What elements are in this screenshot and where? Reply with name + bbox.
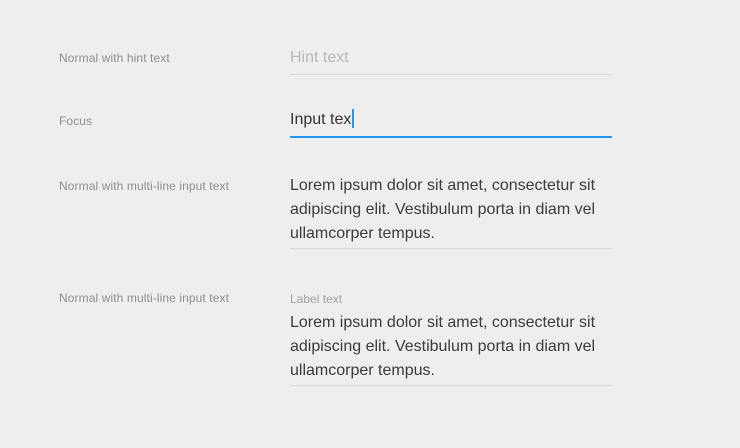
text-field-focused[interactable] <box>290 109 612 139</box>
multiline-text-line: adipiscing elit. Vestibulum porta in diam vel <box>290 201 596 218</box>
field-underline <box>290 248 612 249</box>
multiline-text-line: ullamcorper tempus. <box>290 225 435 242</box>
multiline-text <box>290 174 595 246</box>
text-cursor-icon <box>352 109 354 128</box>
multiline-text-line: adipiscing elit. Vestibulum porta in diam vel <box>290 338 596 355</box>
input-value <box>290 109 354 131</box>
row-label-multiline: Normal with multi-line input text <box>59 179 230 193</box>
multiline-text-line: ullamcorper tempus. <box>290 362 435 379</box>
multiline-text <box>290 311 595 383</box>
hint-text: Hint text <box>290 49 349 66</box>
field-underline-focused <box>290 136 612 138</box>
text-field-hint[interactable] <box>290 47 612 76</box>
floating-label: Label text <box>290 292 343 306</box>
input-value-text: Input tex <box>290 111 352 128</box>
multiline-text-line: Lorem ipsum dolor sit amet, consectetur sit <box>290 177 596 194</box>
text-field-multiline[interactable] <box>290 174 612 249</box>
row-label-focus: Focus <box>59 114 93 128</box>
text-field-multiline-labeled[interactable] <box>290 292 612 386</box>
multiline-text-line: Lorem ipsum dolor sit amet, consectetur sit <box>290 314 596 331</box>
row-label-multiline-labeled: Normal with multi-line input text <box>59 291 230 305</box>
field-underline <box>290 385 612 386</box>
row-label-normal-hint: Normal with hint text <box>59 51 170 65</box>
field-underline <box>290 74 612 75</box>
